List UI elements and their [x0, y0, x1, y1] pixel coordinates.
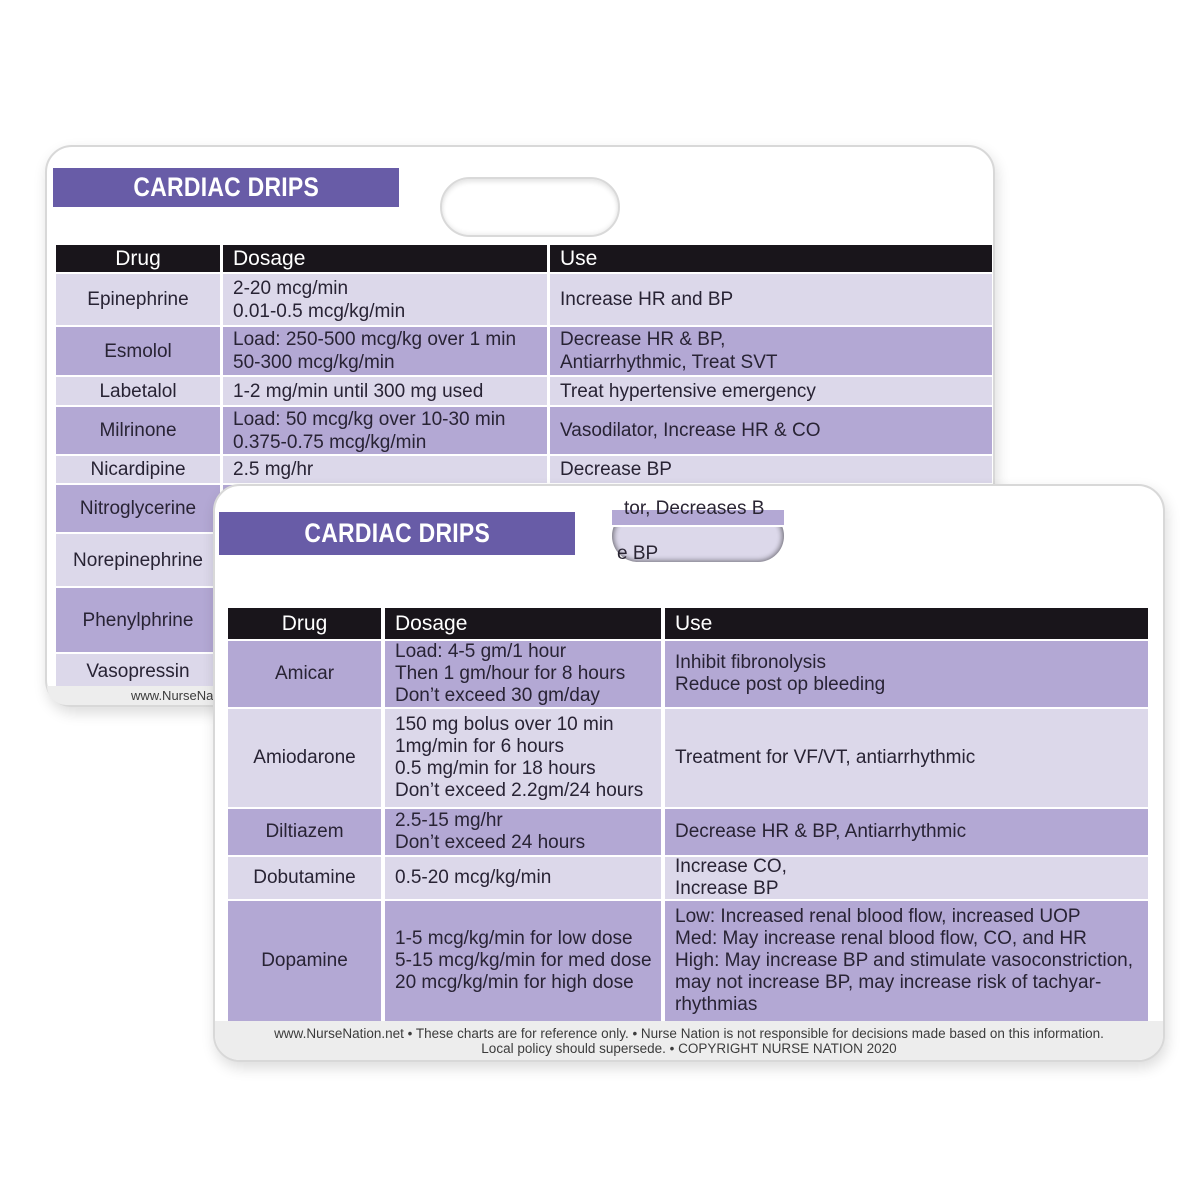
cell-text-line: Med: May increase renal blood flow, CO, and HR	[675, 928, 1087, 949]
use-cell	[550, 456, 992, 483]
cell-text-line: High: May increase BP and stimulate vasoconstriction,	[675, 950, 1133, 971]
drug-cell	[228, 809, 381, 855]
drug-cell	[56, 456, 220, 483]
drug-cell	[56, 654, 220, 688]
cell-text-line: Nicardipine	[90, 459, 186, 480]
cell-text-line: Decrease BP	[560, 459, 672, 480]
cell-text-line: 1-5 mcg/kg/min for low dose	[395, 928, 633, 949]
cell-text-line: Low: Increased renal blood flow, increased UOP	[675, 906, 1081, 927]
cell-text-line: Load: 250-500 mcg/kg over 1 min	[233, 329, 517, 350]
cell-text-line: Decrease HR & BP, Antiarrhythmic	[675, 821, 967, 842]
cell-text-line: Load: 4-5 gm/1 hour	[395, 641, 567, 662]
cell-text-line: 1mg/min for 6 hours	[395, 736, 564, 757]
table-row	[56, 274, 992, 325]
cell-text-line: Load: 50 mcg/kg over 10-30 min	[233, 408, 506, 430]
cell-text-line: Increase HR and BP	[560, 289, 734, 310]
dosage-cell	[223, 327, 547, 375]
table-row	[56, 407, 992, 454]
cell-text-line: Don’t exceed 30 gm/day	[395, 685, 600, 706]
cell-text-line: Norepinephrine	[73, 549, 203, 571]
column-header-dosage: Dosage	[385, 608, 661, 639]
drug-cell	[56, 327, 220, 375]
column-header-use: Use	[550, 245, 992, 272]
table-row	[228, 857, 1148, 899]
badge-slot-back	[440, 177, 620, 237]
back-footer-url-fragment: www.NurseNa	[131, 688, 214, 703]
drug-cell	[228, 709, 381, 807]
cell-text-line: 0.5-20 mcg/kg/min	[395, 867, 552, 888]
column-header-dosage: Dosage	[223, 245, 547, 272]
cell-text-line: 2.5-15 mg/hr	[395, 810, 503, 831]
cell-text-line: Diltiazem	[265, 821, 344, 842]
cell-text-line: Milrinone	[99, 420, 177, 441]
drug-cell	[56, 534, 220, 586]
cell-text-line: Increase BP	[675, 878, 779, 899]
table-row	[56, 456, 992, 483]
front-card-title: CARDIAC DRIPS	[304, 518, 490, 548]
use-cell	[550, 274, 992, 325]
column-header-drug: Drug	[56, 245, 220, 272]
cell-text-line: 20 mcg/kg/min for high dose	[395, 972, 634, 993]
dosage-cell	[385, 641, 661, 707]
drug-cell	[228, 641, 381, 707]
cell-text-line: Amicar	[274, 663, 335, 684]
front-card-table	[228, 608, 1148, 1021]
dosage-cell	[223, 377, 547, 405]
cell-text-line: 0.375-0.75 mcg/kg/min	[233, 431, 427, 453]
cell-text-line: 50-300 mcg/kg/min	[233, 352, 395, 373]
table-row	[228, 809, 1148, 855]
use-cell	[550, 407, 992, 454]
cell-text-line: Nitroglycerine	[79, 498, 197, 519]
footer-disclaimer-line-2: Local policy should supersede. • COPYRIGHT NURSE NATION 2020	[481, 1041, 897, 1056]
drug-cell	[228, 901, 381, 1021]
slot-peek-light-row	[612, 527, 784, 562]
cell-text-line: Don’t exceed 2.2gm/24 hours	[395, 780, 644, 801]
cell-text-line: 2.5 mg/hr	[233, 459, 314, 480]
use-cell	[665, 709, 1148, 807]
cell-text-line: Amiodarone	[253, 747, 356, 768]
column-header-drug: Drug	[228, 608, 381, 639]
cell-text-line: Phenylphrine	[82, 609, 194, 631]
table-row	[56, 327, 992, 375]
back-table-header-row	[56, 245, 992, 272]
cell-text-line: 150 mg bolus over 10 min	[395, 714, 614, 735]
cell-text-line: Treat hypertensive emergency	[560, 380, 816, 402]
table-row	[228, 901, 1148, 1021]
cell-text-line: 1-2 mg/min until 300 mg used	[233, 380, 484, 402]
dosage-cell	[385, 709, 661, 807]
cell-text-line: Then 1 gm/hour for 8 hours	[395, 663, 626, 684]
footer-disclaimer-line-1: www.NurseNation.net • These charts are for reference only. • Nurse Nation is not responsible for decisions made based on this information.	[274, 1026, 1104, 1041]
cell-text-line: Increase CO,	[675, 856, 787, 877]
front-reference-card	[213, 484, 1165, 1062]
cell-text-line: 0.5 mg/min for 18 hours	[395, 758, 596, 779]
slot-peek-bottom-text: e BP	[617, 543, 659, 564]
use-cell	[665, 809, 1148, 855]
use-cell	[550, 327, 992, 375]
drug-cell	[56, 377, 220, 405]
drug-cell	[56, 407, 220, 454]
dosage-cell	[223, 274, 547, 325]
drug-cell	[56, 588, 220, 652]
cell-text-line: Vasopressin	[86, 660, 190, 682]
drug-cell	[56, 485, 220, 532]
cell-text-line: Inhibit fibronolysis	[675, 652, 827, 673]
back-card-title: CARDIAC DRIPS	[133, 172, 319, 202]
column-header-use: Use	[665, 608, 1148, 639]
front-card-footer-strip	[215, 1021, 1163, 1060]
dosage-cell	[223, 407, 547, 454]
dosage-cell	[223, 456, 547, 483]
dosage-cell	[385, 857, 661, 899]
use-cell	[665, 857, 1148, 899]
slot-peek-dark-row	[612, 498, 784, 527]
cell-text-line: Antiarrhythmic, Treat SVT	[560, 352, 778, 373]
front-card-title-band	[219, 512, 575, 555]
dosage-cell	[385, 901, 661, 1021]
cell-text-line: 5-15 mcg/kg/min for med dose	[395, 950, 652, 971]
cell-text-line: Don’t exceed 24 hours	[395, 832, 586, 853]
use-cell	[665, 641, 1148, 707]
cell-text-line: Treatment for VF/VT, antiarrhythmic	[675, 747, 976, 768]
use-cell	[550, 377, 992, 405]
table-row	[228, 709, 1148, 807]
cell-text-line: Reduce post op bleeding	[675, 674, 886, 695]
drug-cell	[56, 274, 220, 325]
cell-text-line: Esmolol	[104, 340, 172, 362]
cell-text-line: may not increase BP, may increase risk of tachyar-	[675, 972, 1102, 993]
table-row	[228, 641, 1148, 707]
cell-text-line: Decrease HR & BP,	[560, 329, 726, 350]
front-table-body	[228, 641, 1148, 1021]
cell-text-line: Dobutamine	[253, 867, 356, 888]
slot-peek-top-text: tor, Decreases B	[624, 498, 765, 519]
front-table-header-row	[228, 608, 1148, 639]
back-card-title-band	[53, 168, 399, 207]
cell-text-line: Vasodilator, Increase HR & CO	[560, 420, 821, 441]
table-row	[56, 377, 992, 405]
cell-text-line: Labetalol	[99, 380, 177, 402]
cell-text-line: Dopamine	[261, 950, 348, 971]
cell-text-line: rhythmias	[675, 994, 758, 1015]
drug-cell	[228, 857, 381, 899]
cell-text-line: 0.01-0.5 mcg/kg/min	[233, 300, 406, 322]
use-cell	[665, 901, 1148, 1021]
badge-slot-front	[612, 498, 784, 564]
dosage-cell	[385, 809, 661, 855]
cell-text-line: Epinephrine	[87, 289, 189, 310]
cell-text-line: 2-20 mcg/min	[233, 277, 349, 299]
